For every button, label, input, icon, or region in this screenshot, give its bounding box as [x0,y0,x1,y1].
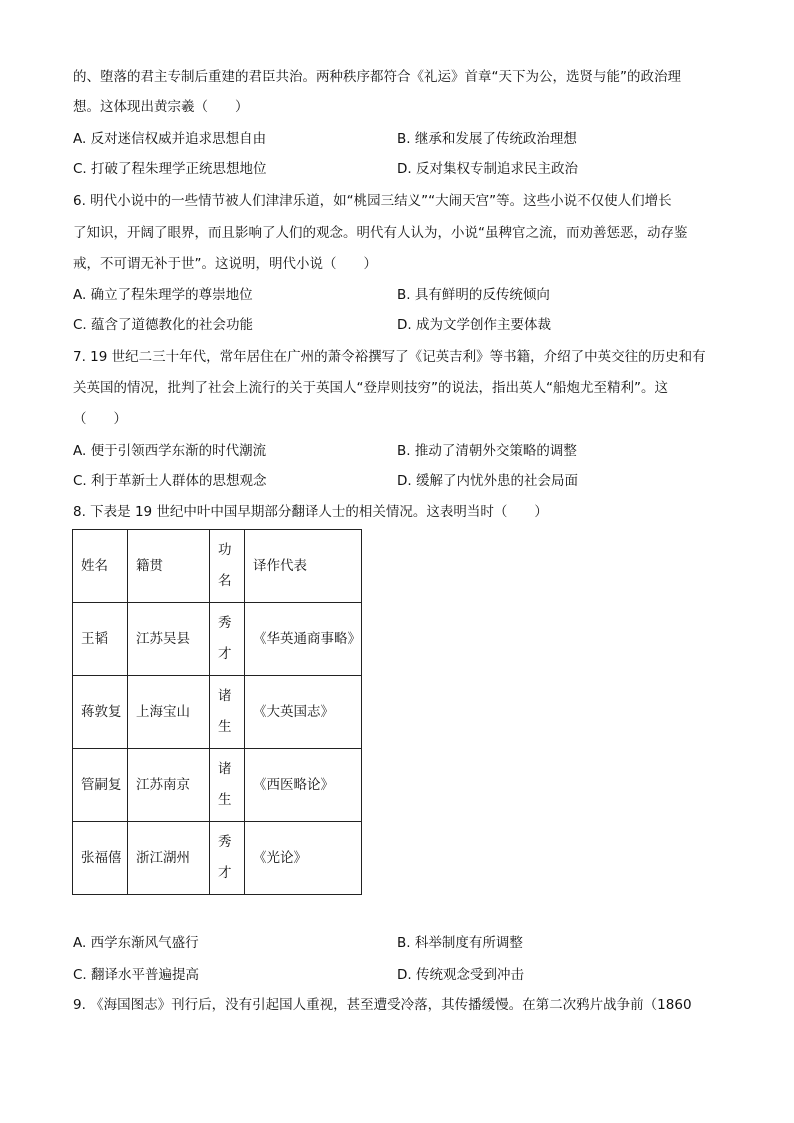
table-cell: 《光论》 [245,822,362,895]
q8-option-d: D. 传统观念受到冲击 [397,967,524,983]
table-row [73,676,362,749]
table-cell: 浙江湖州 [128,822,210,895]
table-row [73,822,362,895]
q6-option-b: B. 具有鲜明的反传统倾向 [397,287,550,303]
q6-option-d: D. 成为文学创作主要体裁 [397,317,551,333]
q6-text-line-1: 6. 明代小说中的一些情节被人们津津乐道，如“桃园三结义”“大闹天宫”等。这些小说不仅使人们增长 [73,193,672,209]
table-cell: 江苏吴县 [128,603,210,676]
q7-text-line-1: 7. 19 世纪二三十年代，常年居住在广州的萧令裕撰写了《记英吉利》等书籍，介绍了中英交往的历史和有 [73,349,706,365]
table-cell: 《西医略论》 [245,749,362,822]
q5-text-line-1: 的、堕落的君主专制后重建的君臣共治。两种秩序都符合《礼运》首章“天下为公，选贤与能”的政治理 [73,69,681,85]
q5-option-c: C. 打破了程朱理学正统思想地位 [73,161,267,177]
table-cell: 诸生 [210,749,245,822]
q6-option-a: A. 确立了程朱理学的尊崇地位 [73,287,253,303]
table-header-cell: 功名 [210,530,245,603]
table-row [73,603,362,676]
table-cell: 张福僖 [73,822,128,895]
q7-option-c: C. 利于革新士人群体的思想观念 [73,473,267,489]
table-cell: 江苏南京 [128,749,210,822]
q7-text-line-3: （ ） [73,411,127,427]
q6-text-line-2: 了知识，开阔了眼界，而且影响了人们的观念。明代有人认为，小说“虽稗官之流，而劝善惩恶，动存鉴 [73,225,688,241]
table-header-cell: 籍贯 [128,530,210,603]
table-row [73,749,362,822]
table-cell: 诸生 [210,676,245,749]
translators-table [72,529,362,895]
table-cell: 管嗣复 [73,749,128,822]
q7-option-d: D. 缓解了内忧外患的社会局面 [397,473,578,489]
table-header-row [73,530,362,603]
q8-option-b: B. 科举制度有所调整 [397,935,523,951]
q7-option-b: B. 推动了清朝外交策略的调整 [397,443,577,459]
table-cell: 蒋敦复 [73,676,128,749]
q5-text-line-2: 想。这体现出黄宗羲（ ） [73,99,249,115]
q7-option-a: A. 便于引领西学东渐的时代潮流 [73,443,267,459]
q5-option-b: B. 继承和发展了传统政治理想 [397,131,577,147]
table-cell: 秀才 [210,603,245,676]
table-cell: 上海宝山 [128,676,210,749]
q6-text-line-3: 戒，不可谓无补于世”。这说明，明代小说（ ） [73,256,377,272]
q8-option-c: C. 翻译水平普遍提高 [73,967,200,983]
q9-text-line-1: 9. 《海国图志》刊行后，没有引起国人重视，甚至遭受冷落，其传播缓慢。在第二次鸦片战争前（1860 [73,997,692,1013]
q8-option-a: A. 西学东渐风气盛行 [73,935,199,951]
q8-text-line-1: 8. 下表是 19 世纪中叶中国早期部分翻译人士的相关情况。这表明当时（ ） [73,504,548,520]
q5-option-d: D. 反对集权专制追求民主政治 [397,161,578,177]
table-cell: 王韬 [73,603,128,676]
table-cell: 《华英通商事略》 [245,603,362,676]
q7-text-line-2: 关英国的情况，批判了社会上流行的关于英国人“登岸则技穷”的说法，指出英人“船炮尤至精利”。这 [73,380,668,396]
table-cell: 秀才 [210,822,245,895]
q6-option-c: C. 蕴含了道德教化的社会功能 [73,317,254,333]
table-cell: 《大英国志》 [245,676,362,749]
table-header-cell: 姓名 [73,530,128,603]
table-header-cell: 译作代表 [245,530,362,603]
q5-option-a: A. 反对迷信权威并追求思想自由 [73,131,267,147]
